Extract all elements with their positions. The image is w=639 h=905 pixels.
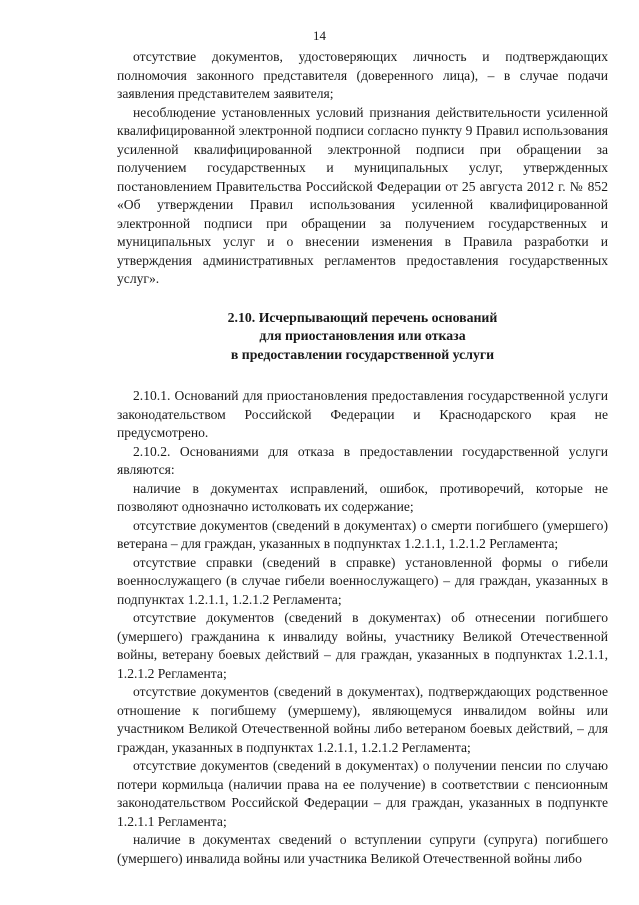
section-heading-line: 2.10. Исчерпывающий перечень оснований — [227, 309, 498, 325]
paragraph-list-item: отсутствие справки (сведений в справке) установленной формы о гибели военнослужащего (в случае гибели военнослужащего) – для граждан, указанных в подпунктах 1.2.1.1, 1.2.1.2 Регламента; — [117, 554, 608, 607]
paragraph-list-item: отсутствие документов (сведений в документах), подтверждающих родственное отношение к погибшему (умершему), являющемуся инвалидом войны или участником Великой Отечественной войны либо ветераном боевых действий, – для граждан, указанных в подпунктах 1.2.1.1, 1.2.1.2 Регламента; — [117, 684, 608, 755]
paragraph-list-item: отсутствие документов (сведений в документах) об отнесении погибшего (умершего) гражданина к инвалиду войны, участнику Великой Отечественной войны, ветерану боевых действий – для граждан, указанных в подпунктах 1.2.1.1, 1.2.1.2 Регламента; — [117, 610, 608, 681]
paragraph-missing-identity-documents: отсутствие документов, удостоверяющих личность и подтверждающих полномочия законного представителя (доверенного лица), – в случае подачи заявления представителем заявителя; — [117, 49, 608, 101]
paragraph-2-10-1: 2.10.1. Оснований для приостановления предоставления государственной услуги законодательством Российской Федерации и Краснодарского края не предусмотрено. — [117, 388, 608, 440]
section-heading-line: для приостановления или отказа — [259, 328, 466, 343]
paragraph-2-10-2: 2.10.2. Основаниями для отказа в предоставлении государственной услуги являются: — [117, 443, 608, 477]
document-body — [117, 48, 608, 868]
paragraph-list-item: отсутствие документов (сведений в документах) о получении пенсии по случаю потери кормильца (наличии права на ее получение) в соответствии с пенсионным законодательством Российской Федерации – для граждан, указанных в подпункте 1.2.1.1 Регламента; — [117, 758, 608, 829]
paragraph-signature-conditions: несоблюдение установленных условий признания действительности усиленной квалифицированной электронной подписи согласно пункту 9 Правил использования усиленной квалифицированной электронной подписи при обращении за получением государственных и муниципальных услуг, утвержденных постановлением Правительства Российской Федерации от 25 августа 2012 г. № 852 «Об утверждении Правил использования усиленной квалифицированной электронной подписи при обращении за получением государственных и муниципальных услуг и о внесении изменения в Правила разработки и утверждения административных регламентов предоставления государственных услуг». — [117, 104, 608, 286]
paragraph-list-item: наличие в документах исправлений, ошибок, противоречий, которые не позволяют однозначно истолковать их содержание; — [117, 480, 608, 514]
section-heading — [117, 309, 608, 365]
paragraph-list-item: наличие в документах сведений о вступлении супруги (супруга) погибшего (умершего) инвалида войны или участника Великой Отечественной войны либо — [117, 832, 608, 866]
page-number: 14 — [313, 28, 326, 43]
paragraph-list-item: отсутствие документов (сведений в документах) о смерти погибшего (умершего) ветерана – для граждан, указанных в подпунктах 1.2.1.1, 1.2.1.2 Регламента; — [117, 517, 608, 551]
section-heading-line: в предоставлении государственной услуги — [230, 346, 495, 362]
